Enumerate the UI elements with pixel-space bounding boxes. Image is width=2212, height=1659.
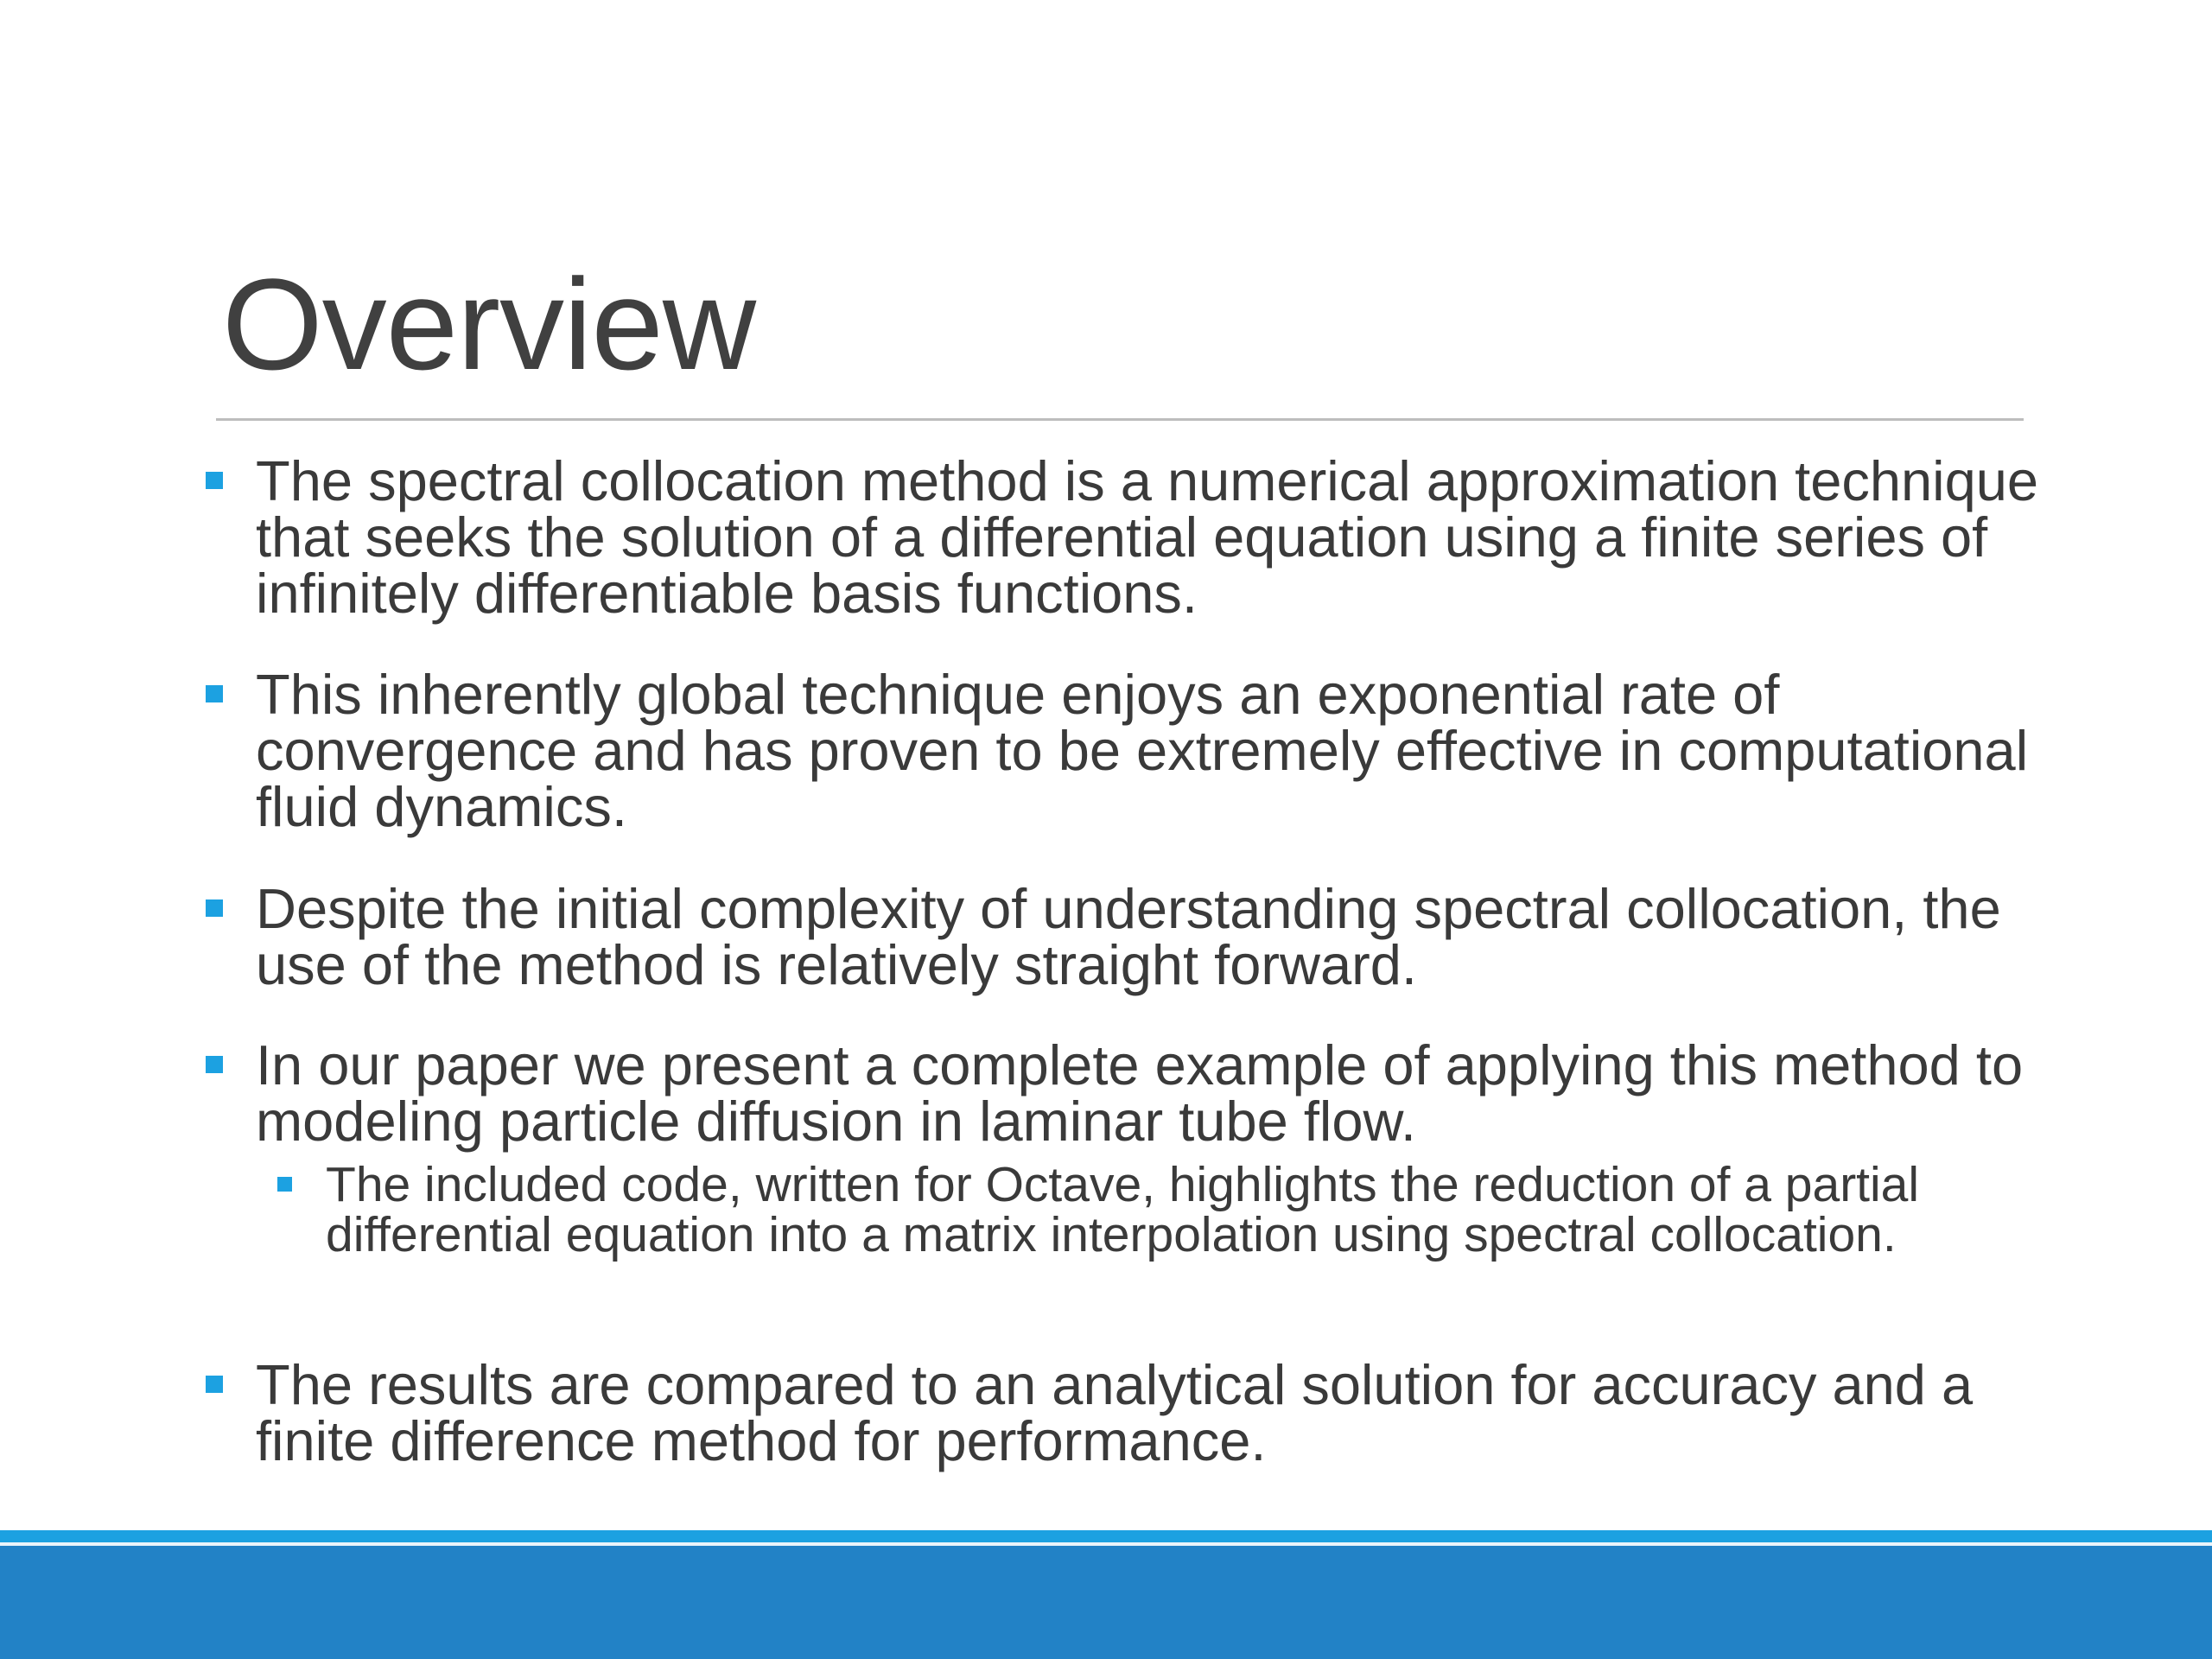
bullet-text: The spectral collocation method is a numerical approximation technique that seeks the solution of a differential equation using a finite series of infinitely differentiable basis functions. [256, 449, 2039, 625]
bullet-item [256, 663, 2053, 838]
square-bullet-icon [206, 472, 223, 489]
square-bullet-icon [206, 1056, 223, 1073]
footer-accent-stripe [0, 1530, 2212, 1542]
square-bullet-icon [206, 899, 223, 917]
square-bullet-icon [206, 1376, 223, 1393]
slide-title: Overview [222, 251, 756, 397]
bullet-item [256, 1033, 2053, 1153]
square-bullet-icon [206, 685, 223, 702]
bullet-text: This inherently global technique enjoys an exponential rate of convergence and has proven to be extremely effective in computational fluid dynamics. [256, 663, 2029, 838]
bullet-text: In our paper we present a complete example of applying this method to modeling particle diffusion in laminar tube flow. [256, 1033, 2024, 1153]
bullet-item [256, 449, 2053, 625]
footer-band [0, 1530, 2212, 1659]
sub-bullet-text: The included code, written for Octave, highlights the reduction of a partial differential equation into a matrix interpolation using spectral collocation. [326, 1157, 1920, 1262]
sub-bullet-item [326, 1157, 1993, 1262]
bullet-item [256, 1353, 2053, 1472]
footer-seam [0, 1542, 2212, 1546]
title-divider [216, 418, 2024, 421]
square-bullet-icon [277, 1177, 292, 1192]
bullet-text: The results are compared to an analytical solution for accuracy and a finite difference method for performance. [256, 1353, 1974, 1472]
bullet-item [256, 877, 2053, 996]
bullet-text: Despite the initial complexity of understanding spectral collocation, the use of the method is relatively straight forward. [256, 877, 2001, 996]
